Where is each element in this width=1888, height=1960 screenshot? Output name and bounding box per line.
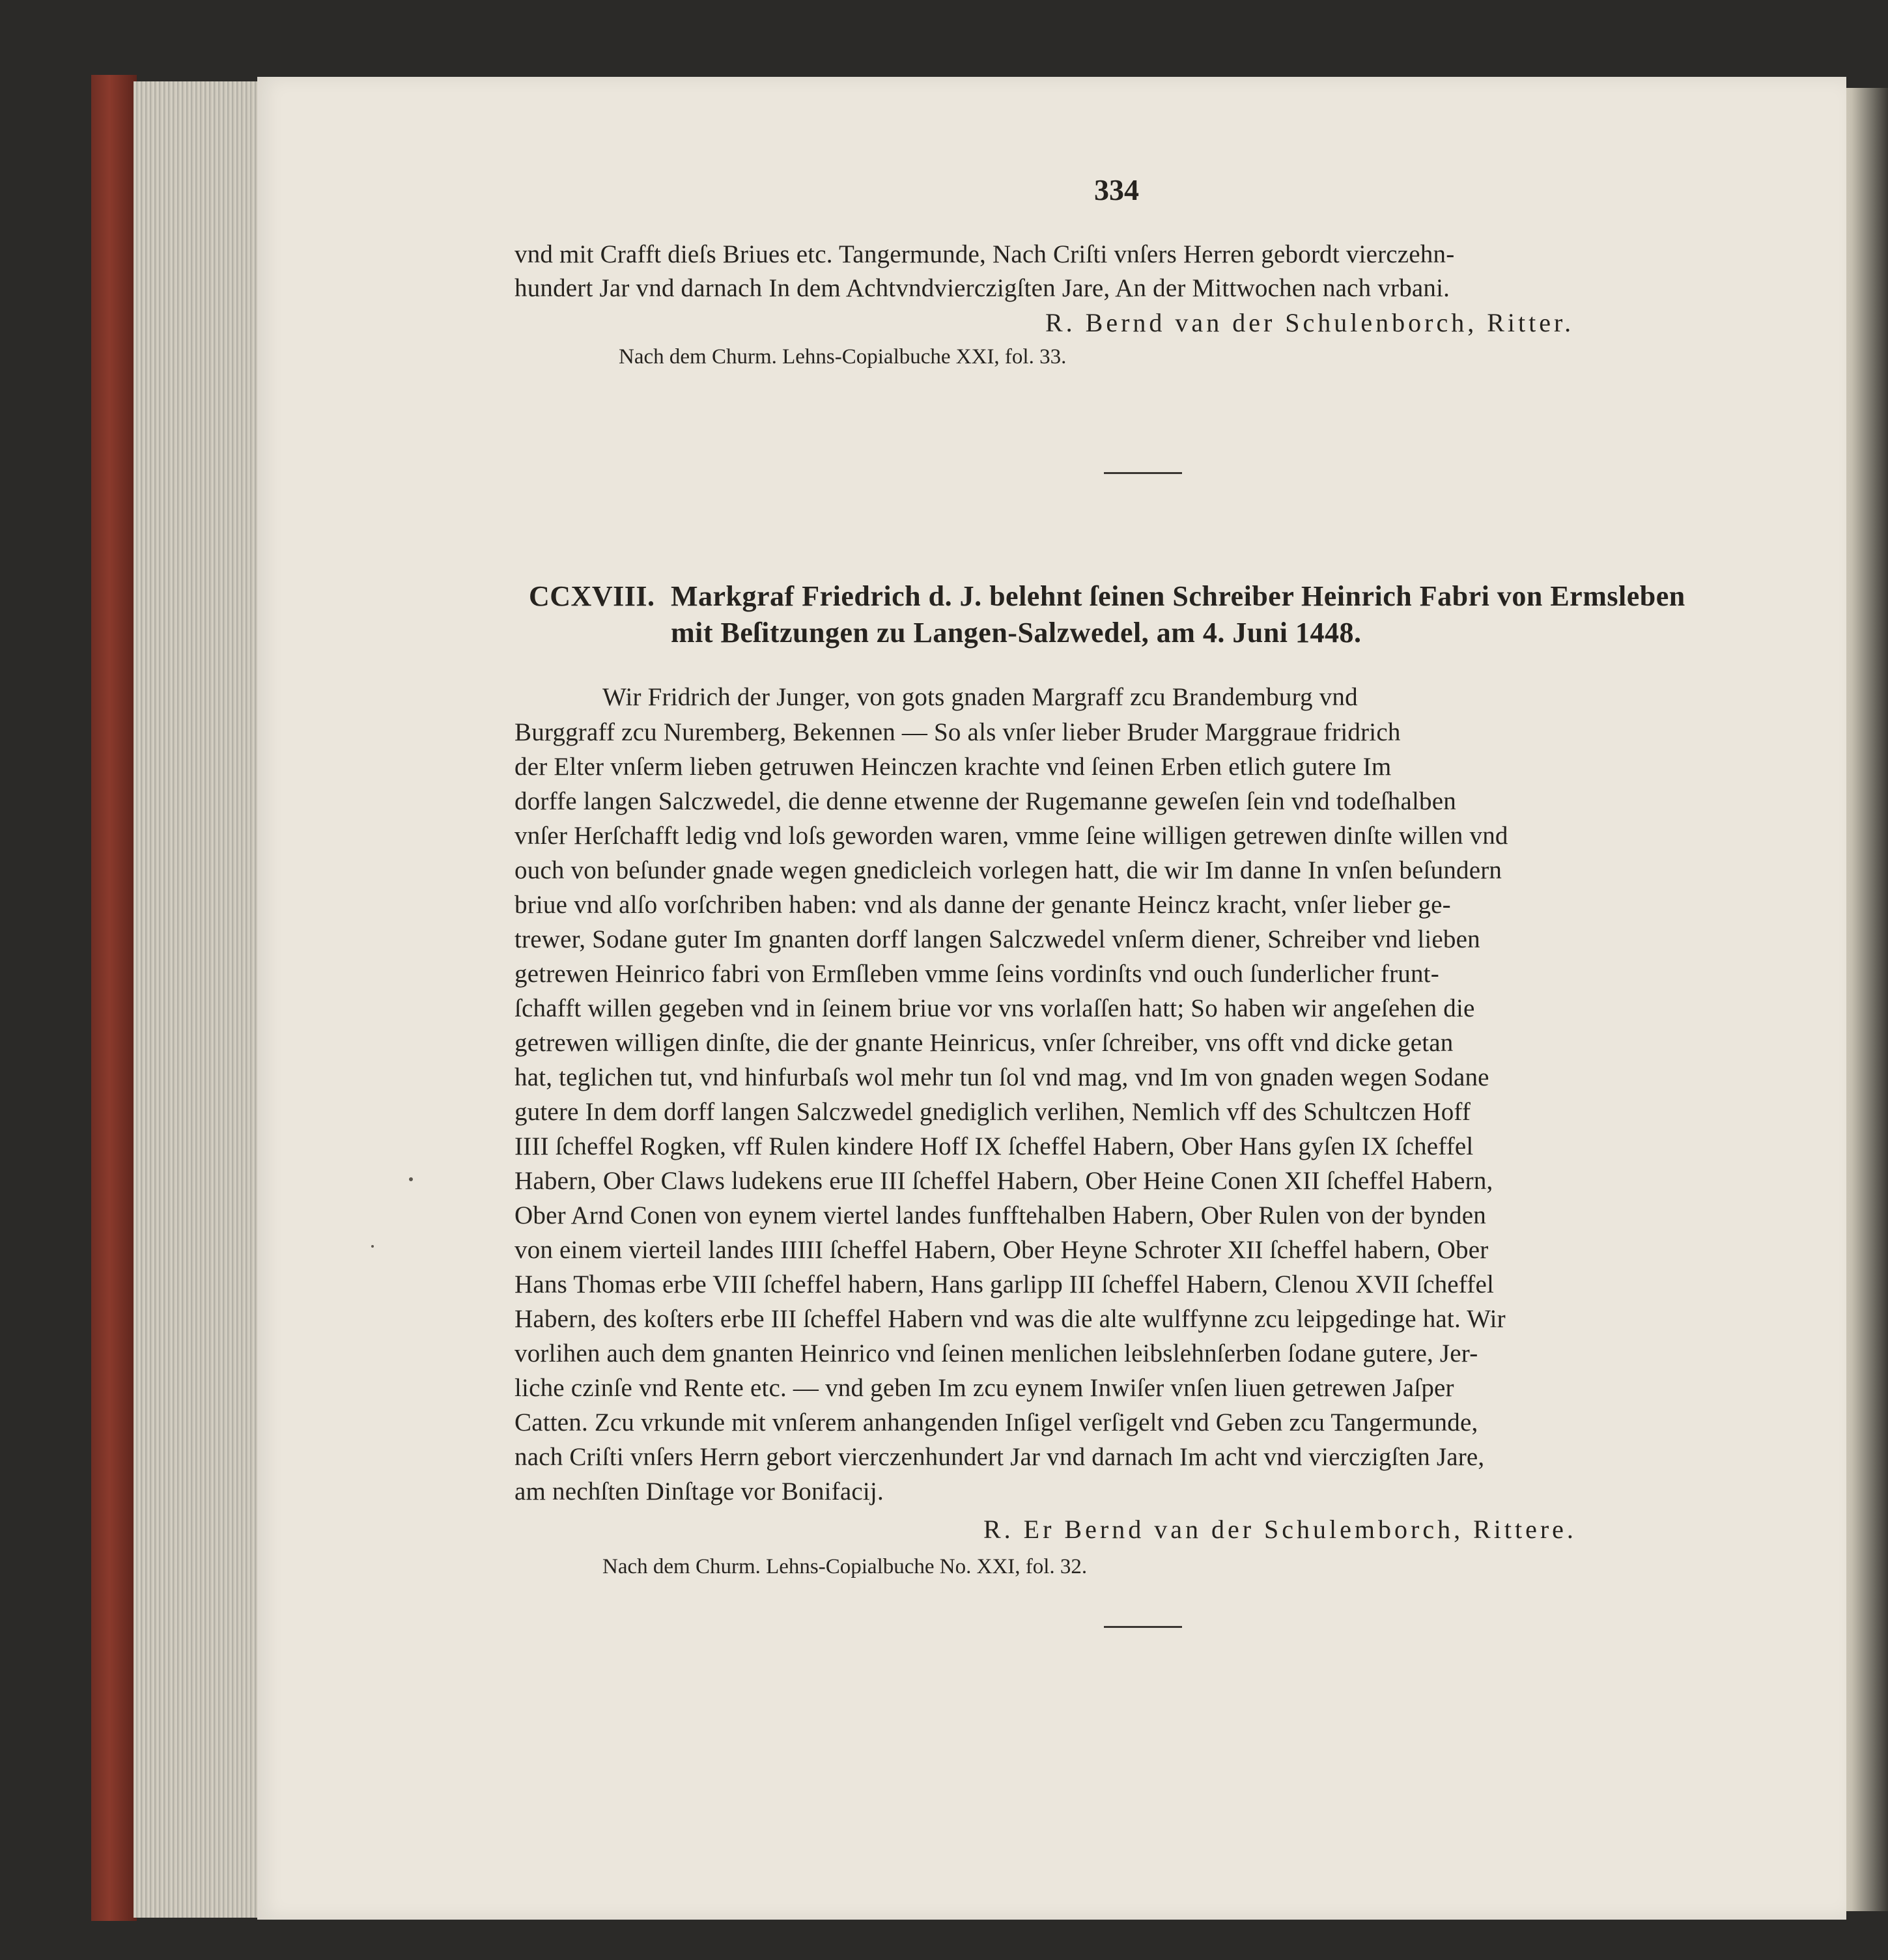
body-line-15: Habern, Ober Claws ludekens erue III ſcheffel Habern, Ober Heine Conen XII ſcheffel Habern, bbox=[514, 1167, 1493, 1195]
body-line-6: ouch von beſunder gnade wegen gnedicleich vorlegen hatt, die wir Im danne In vnſen beſundern bbox=[514, 856, 1502, 884]
body-line-10: ſchafft willen gegeben vnd in ſeinem briue vor vns vorlaſſen hatt; So haben wir angeſehen die bbox=[514, 994, 1475, 1022]
body-line-19: Habern, des koſters erbe III ſcheffel Habern vnd was die alte wulffynne zcu leipgedinge hat. Wir bbox=[514, 1305, 1506, 1333]
body-line-3: der Elter vnſerm lieben getruwen Heinczen krachte vnd ſeinen Erben etlich gutere Im bbox=[514, 753, 1392, 781]
document-source-note: Nach dem Churm. Lehns-Copialbuche No. XXI, fol. 32. bbox=[602, 1555, 1088, 1578]
heading-line-2: mit Beſitzungen zu Langen-Salzwedel, am 4. Juni 1448. bbox=[671, 617, 1362, 649]
body-line-22: Catten. Zcu vrkunde mit vnſerem anhangenden Inſigel verſigelt vnd Geben zcu Tangermunde, bbox=[514, 1408, 1478, 1436]
body-line-4: dorffe langen Salczwedel, die denne etwenne der Rugemanne geweſen ſein vnd todeſhalben bbox=[514, 787, 1456, 815]
page-number: 334 bbox=[1094, 173, 1139, 206]
body-line-11: getrewen willigen dinſte, die der gnante Heinricus, vnſer ſchreiber, vns offt vnd dicke getan bbox=[514, 1029, 1454, 1057]
body-line-21: liche czinſe vnd Rente etc. — vnd geben Im zcu eynem Inwiſer vnſen liuen getrewen Jaſper bbox=[514, 1374, 1454, 1402]
body-line-1: Wir Fridrich der Junger, von gots gnaden Margraff zcu Brandemburg vnd bbox=[602, 683, 1358, 711]
prev-line-2: hundert Jar vnd darnach In dem Achtvndvierczigſten Jare, An der Mittwochen nach vrbani. bbox=[514, 274, 1450, 302]
body-line-24: am nechſten Dinſtage vor Bonifacij. bbox=[514, 1477, 884, 1505]
body-line-8: trewer, Sodane guter Im gnanten dorff langen Salczwedel vnſerm diener, Schreiber vnd lieben bbox=[514, 925, 1480, 953]
body-line-17: von einem vierteil landes IIIII ſcheffel Habern, Ober Heyne Schroter XII ſcheffel habern, Ober bbox=[514, 1236, 1489, 1264]
body-line-14: IIII ſcheffel Rogken, vff Rulen kindere Hoff IX ſcheffel Habern, Ober Hans gyſen IX ſcheffel bbox=[514, 1132, 1474, 1160]
document-signature: R. Er Bernd van der Schulemborch, Rittere. bbox=[983, 1515, 1577, 1544]
prev-line-1: vnd mit Crafft dieſs Briues etc. Tangermunde, Nach Criſti vnſers Herren gebordt vierczehn- bbox=[514, 240, 1455, 268]
body-line-13: gutere In dem dorff langen Salczwedel gnediglich verlihen, Nemlich vff des Schultczen Hoff bbox=[514, 1098, 1471, 1126]
paper-speck bbox=[371, 1245, 374, 1248]
prev-source-note: Nach dem Churm. Lehns-Copialbuche XXI, fol. 33. bbox=[619, 345, 1067, 369]
body-line-18: Hans Thomas erbe VIII ſcheffel habern, Hans garlipp III ſcheffel Habern, Clenou XVII ſcheffel bbox=[514, 1270, 1495, 1298]
prev-signature: R. Bernd van der Schulenborch, Ritter. bbox=[1045, 308, 1575, 337]
body-line-20: vorlihen auch dem gnanten Heinrico vnd ſeinen menlichen leibslehnſerben ſodane gutere, Jer- bbox=[514, 1339, 1478, 1367]
body-line-12: hat, teglichen tut, vnd hinfurbaſs wol mehr tun ſol vnd mag, vnd Im von gnaden wegen Sodane bbox=[514, 1063, 1489, 1091]
paper-speck bbox=[409, 1177, 413, 1181]
section-divider bbox=[1104, 1626, 1182, 1628]
body-line-9: getrewen Heinrico fabri von Ermſleben vmme ſeins vordinſts vnd ouch ſunderlicher frunt- bbox=[514, 960, 1439, 988]
body-line-7: briue vnd alſo vorſchriben haben: vnd als danne der genante Heincz kracht, vnſer lieber ge- bbox=[514, 891, 1451, 919]
body-line-2: Burggraff zcu Nuremberg, Bekennen — So als vnſer lieber Bruder Marggraue fridrich bbox=[514, 718, 1401, 746]
body-line-5: vnſer Herſchafft ledig vnd loſs geworden waren, vmme ſeine willigen getrewen dinſte willen vnd bbox=[514, 822, 1508, 850]
page-edges bbox=[134, 81, 257, 1918]
section-divider bbox=[1104, 472, 1182, 474]
document-number: CCXVIII. bbox=[529, 580, 655, 612]
body-line-23: nach Criſti vnſers Herrn gebort vierczenhundert Jar vnd darnach Im acht vnd vierczigſten Jare, bbox=[514, 1443, 1485, 1471]
heading-line-1: Markgraf Friedrich d. J. belehnt ſeinen Schreiber Heinrich Fabri von Ermsleben bbox=[671, 580, 1685, 612]
body-line-16: Ober Arnd Conen von eynem viertel landes funfftehalben Habern, Ober Rulen von der bynden bbox=[514, 1201, 1486, 1229]
book-cover-edge bbox=[91, 75, 137, 1921]
